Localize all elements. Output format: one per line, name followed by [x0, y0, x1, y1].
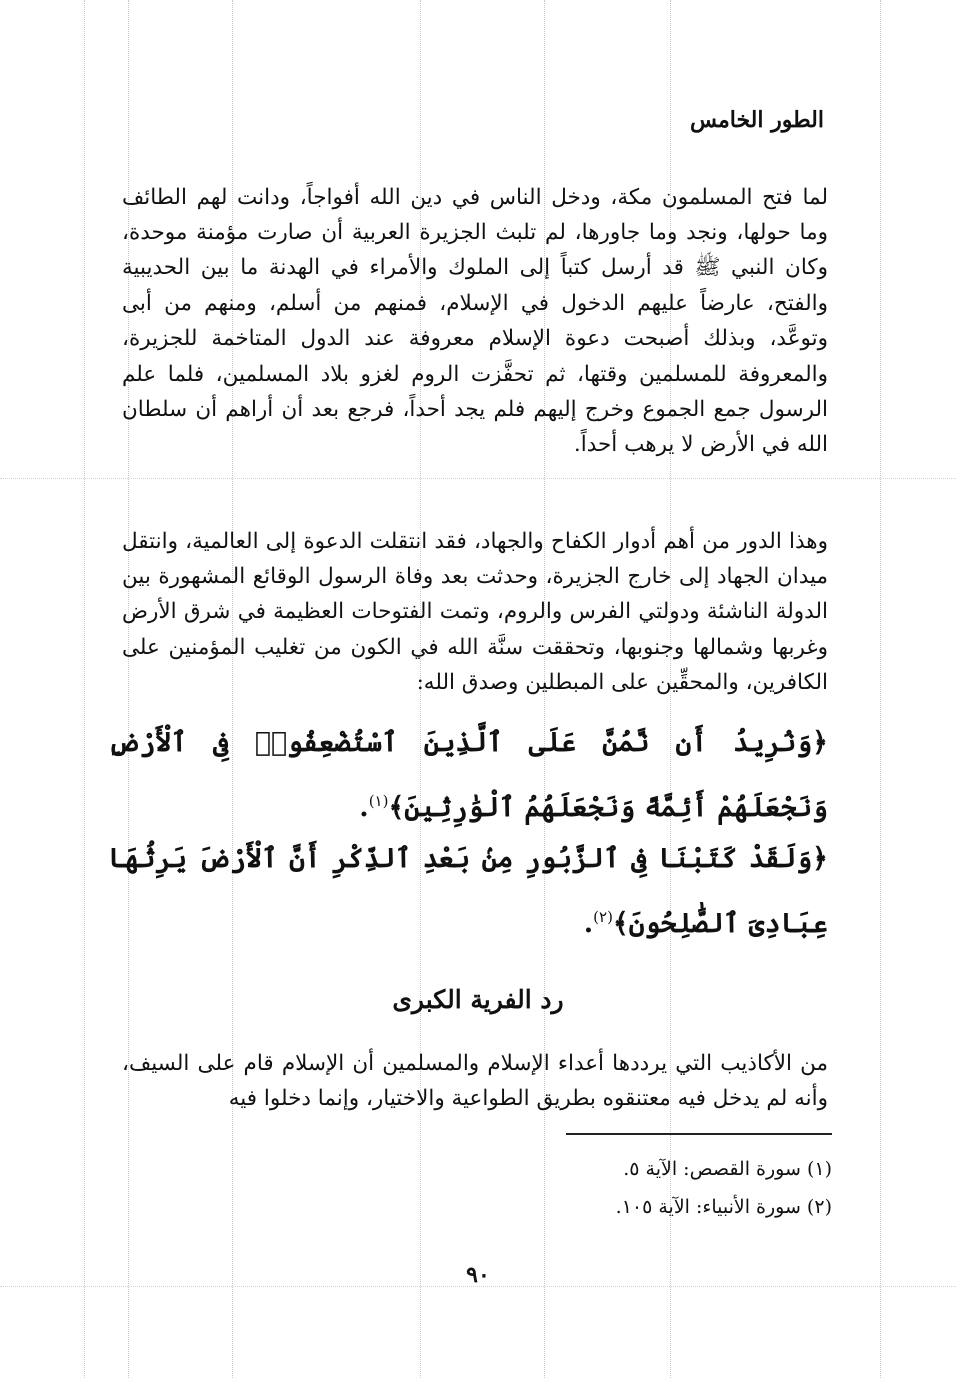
- footnote-marker: (١): [368, 792, 389, 810]
- footnotes: [616, 1150, 832, 1226]
- paragraph-2: وهذا الدور من أهم أدوار الكفاح والجهاد، فقد انتقلت الدعوة إلى العالمية، وانتقل ميدان الجهاد إلى خارج الجزيرة، وحدثت بعد وفاة الرسول الوقائع المشهورة بين الدولة الناشئة ودولتي الفرس والروم، وتمت الفتوحات العظيمة في شرق الأرض وغربها وشمالها وجنوبها، وتحققت سنَّة الله في الكون من تغليب المؤمنين على الكافرين، والمحقِّين على المبطلين وصدق الله:: [122, 528, 828, 696]
- verse-end: .: [359, 792, 369, 823]
- footnote-marker: (٢): [593, 908, 613, 926]
- quran-verse-1: [108, 714, 828, 837]
- footnote-2: (٢) سورة الأنبياء: الآية ١٠٥.: [615, 1196, 832, 1218]
- verse-text: ﴿وَلَقَدْ كَتَبْنَا فِى ٱلزَّبُورِ مِنۢ بَعْدِ ٱلذِّكْرِ أَنَّ ٱلْأَرْضَ يَرِثُهَا عِبَادِىَ ٱلصَّٰلِحُونَ﴾: [108, 843, 828, 939]
- quran-verse-2: [108, 830, 828, 953]
- paragraph-3: من الأكاذيب التي يرددها أعداء الإسلام والمسلمين أن الإسلام قام على السيف، وأنه لم يدخل فيه معتنقوه بطريق الطواعية والاختيار، وإنما دخلوا فيه: [122, 1050, 828, 1111]
- footnote-divider: [566, 1133, 832, 1135]
- footnote-1: (١) سورة القصص: الآية ٥.: [623, 1158, 832, 1180]
- paragraph-1: لما فتح المسلمون مكة، ودخل الناس في دين الله أفواجاً، ودانت لهم الطائف وما حولها، ونجد وما جاورها، لم تلبث الجزيرة العربية أن صارت مؤمنة موحدة، وكان النبي ﷺ قد أرسل كتباً إلى الملوك والأمراء في الهدنة ما بين الحديبية والفتح، عارضاً عليهم الدخول في الإسلام، فمنهم من أسلم، ومنهم من أبى وتوعَّد، وبذلك أصبحت دعوة الإسلام معروفة عند الدول المتاخمة للجزيرة، والمعروفة للمسلمين وقتها، ثم تحفَّزت الروم لغزو بلاد المسلمين، فلما علم الرسول جمع الجموع وخرج إليهم فلم يجد أحداً، فرجع بعد أن أراهم أن سلطان الله في الأرض لا يرهب أحداً.: [122, 184, 828, 458]
- running-heading: الطور الخامس: [689, 107, 824, 133]
- page-number: ٩٠: [466, 1262, 490, 1288]
- section-title: رد الفرية الكبرى: [392, 985, 564, 1014]
- verse-end: .: [583, 908, 594, 939]
- verse-text: ﴿وَنُرِيدُ أَن نَّمُنَّ عَلَى ٱلَّذِينَ ٱسْتُضْعِفُوا۟ فِى ٱلْأَرْضِ وَنَجْعَلَهُمْ أَئِمَّةً وَنَجْعَلَهُمُ ٱلْوَٰرِثِينَ﴾: [108, 727, 828, 823]
